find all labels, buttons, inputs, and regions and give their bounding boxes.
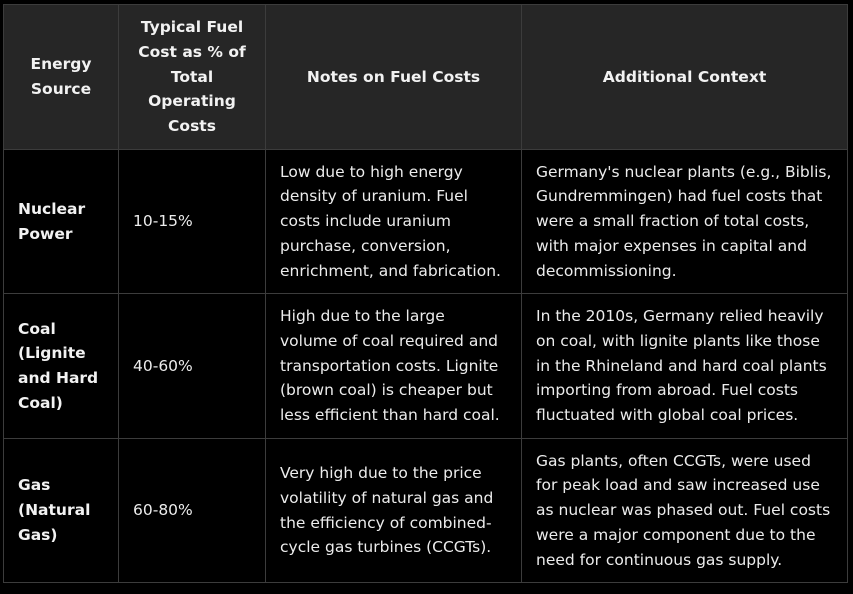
cell-energy-source: Coal (Lignite and Hard Coal) — [4, 294, 119, 439]
table-body — [4, 150, 848, 583]
header-energy-source: Energy Source — [4, 5, 119, 150]
cell-energy-source: Nuclear Power — [4, 150, 119, 294]
table-row — [4, 150, 848, 294]
cell-context: Germany's nuclear plants (e.g., Biblis, Gundremmingen) had fuel costs that were a small fraction of total costs, with major expenses in capital and decommissioning. — [522, 150, 848, 294]
table-row — [4, 439, 848, 583]
cell-fuel-cost: 60-80% — [119, 439, 266, 583]
cell-fuel-cost: 40-60% — [119, 294, 266, 439]
cell-context: Gas plants, often CCGTs, were used for peak load and saw increased use as nuclear was phased out. Fuel costs were a major component due to the need for continuous gas supply. — [522, 439, 848, 583]
cell-notes: Very high due to the price volatility of natural gas and the efficiency of combined-cycle gas turbines (CCGTs). — [266, 439, 522, 583]
cell-notes: High due to the large volume of coal required and transportation costs. Lignite (brown coal) is cheaper but less efficient than hard coal. — [266, 294, 522, 439]
table-header — [4, 5, 848, 150]
header-additional-context: Additional Context — [522, 5, 848, 150]
header-fuel-cost-percent: Typical Fuel Cost as % of Total Operating Costs — [119, 5, 266, 150]
fuel-cost-table — [3, 4, 848, 583]
cell-context: In the 2010s, Germany relied heavily on coal, with lignite plants like those in the Rhineland and hard coal plants importing from abroad. Fuel costs fluctuated with global coal prices. — [522, 294, 848, 439]
cell-energy-source: Gas (Natural Gas) — [4, 439, 119, 583]
header-notes: Notes on Fuel Costs — [266, 5, 522, 150]
cell-fuel-cost: 10-15% — [119, 150, 266, 294]
table-row — [4, 294, 848, 439]
header-row — [4, 5, 848, 150]
fuel-cost-table-container — [3, 4, 847, 584]
cell-notes: Low due to high energy density of uranium. Fuel costs include uranium purchase, conversion, enrichment, and fabrication. — [266, 150, 522, 294]
